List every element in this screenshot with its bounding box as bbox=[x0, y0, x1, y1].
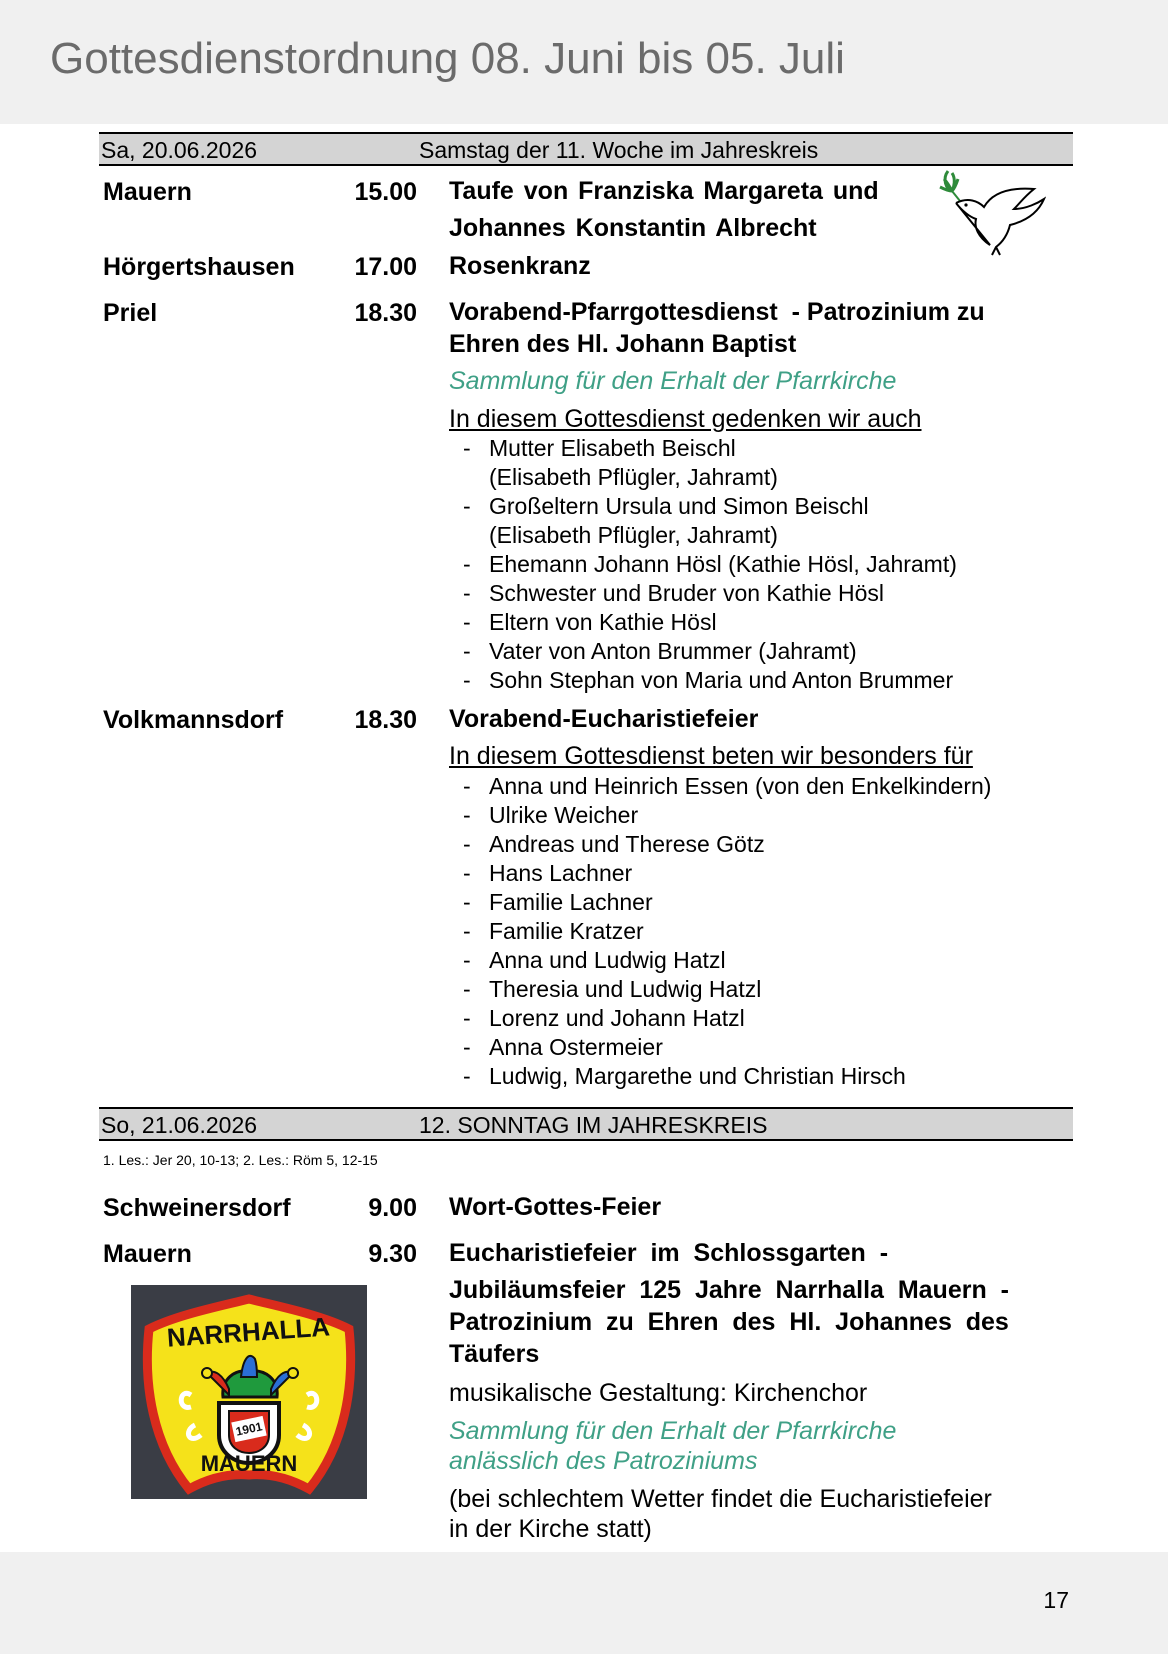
intentions-list bbox=[463, 434, 957, 695]
list-item: - Anna und Heinrich Essen (von den Enkelkindern) bbox=[463, 773, 992, 799]
service-title-line: Eucharistiefeier im Schlossgarten - bbox=[449, 1239, 889, 1267]
list-item: - Vater von Anton Brummer (Jahramt) bbox=[463, 638, 857, 664]
service-time: 18.30 bbox=[354, 706, 417, 734]
service-title: Vorabend-Eucharistiefeier bbox=[449, 705, 759, 733]
service-title bbox=[449, 296, 985, 360]
service-location: Mauern bbox=[103, 1240, 192, 1268]
service-time: 15.00 bbox=[354, 178, 417, 206]
weather-note: (bei schlechtem Wetter findet die Eucharistiefeier in der Kirche statt) bbox=[449, 1485, 992, 1543]
list-item: - Sohn Stephan von Maria und Anton Brummer bbox=[463, 667, 954, 693]
footer-bar bbox=[0, 1552, 1168, 1654]
dove-icon bbox=[934, 167, 1046, 257]
service-title-line: Patrozinium zu Ehren des Hl. Johannes des bbox=[449, 1308, 1009, 1336]
list-item: - Familie Lachner bbox=[463, 889, 653, 915]
list-item: - Schwester und Bruder von Kathie Hösl bbox=[463, 580, 885, 606]
service-time: 9.00 bbox=[368, 1194, 417, 1222]
day-header bbox=[99, 132, 1073, 166]
list-item: - Hans Lachner bbox=[463, 860, 633, 886]
list-item: - Ehemann Johann Hösl (Kathie Hösl, Jahramt) bbox=[463, 551, 957, 577]
narrhalla-logo bbox=[131, 1285, 367, 1499]
service-title-line: Johannes Konstantin Albrecht bbox=[449, 214, 817, 242]
list-item: - Familie Kratzer bbox=[463, 918, 644, 944]
logo-text-top: NARRHALLA bbox=[165, 1311, 331, 1353]
collection-note: Sammlung für den Erhalt der Pfarrkirche bbox=[449, 367, 897, 395]
service-location: Priel bbox=[103, 299, 158, 327]
day-date: Sa, 20.06.2026 bbox=[101, 137, 258, 163]
logo-text-bottom: MAUERN bbox=[200, 1451, 298, 1476]
list-item: - Anna Ostermeier bbox=[463, 1034, 663, 1060]
list-item: - Großeltern Ursula und Simon Beischl (Elisabeth Pflügler, Jahramt) bbox=[463, 493, 869, 548]
logo-year: 1901 bbox=[234, 1419, 264, 1439]
day-header bbox=[99, 1107, 1073, 1141]
list-item: - Anna und Ludwig Hatzl bbox=[463, 947, 726, 973]
day-name: Samstag der 11. Woche im Jahreskreis bbox=[419, 137, 819, 163]
list-item: - Andreas und Therese Götz bbox=[463, 831, 765, 857]
service-title: Rosenkranz bbox=[449, 252, 591, 280]
service-location: Hörgertshausen bbox=[103, 253, 295, 281]
service-title-line: Vorabend-Pfarrgottesdienst - Patrozinium zu bbox=[449, 298, 985, 326]
service-location: Schweinersdorf bbox=[103, 1194, 291, 1222]
collection-note: Sammlung für den Erhalt der Pfarrkirche anlässlich des Patroziniums bbox=[449, 1417, 897, 1475]
service-title-line: Jubiläumsfeier 125 Jahre Narrhalla Mauern - bbox=[449, 1276, 1009, 1304]
intentions-intro: In diesem Gottesdienst beten wir besonders für bbox=[449, 742, 973, 770]
service-time: 17.00 bbox=[354, 253, 417, 281]
page-title: Gottesdienstordnung 08. Juni bis 05. Juli bbox=[50, 34, 845, 83]
list-item: - Mutter Elisabeth Beischl (Elisabeth Pflügler, Jahramt) bbox=[463, 435, 778, 490]
service-title-line: Taufe von Franziska Margareta und bbox=[449, 177, 879, 205]
intentions-list bbox=[463, 772, 991, 1091]
readings: 1. Les.: Jer 20, 10-13; 2. Les.: Röm 5, 12-15 bbox=[103, 1152, 378, 1168]
service-location: Volkmannsdorf bbox=[103, 706, 284, 734]
service-location: Mauern bbox=[103, 178, 192, 206]
service-title bbox=[449, 1237, 1009, 1370]
music-note: musikalische Gestaltung: Kirchenchor bbox=[449, 1379, 868, 1407]
list-item: - Ludwig, Margarethe und Christian Hirsch bbox=[463, 1063, 906, 1089]
service-time: 18.30 bbox=[354, 299, 417, 327]
service-time: 9.30 bbox=[368, 1240, 417, 1268]
service-title-line: Täufers bbox=[449, 1340, 540, 1368]
day-name: 12. SONNTAG IM JAHRESKREIS bbox=[419, 1112, 768, 1138]
intentions-intro: In diesem Gottesdienst gedenken wir auch bbox=[449, 405, 922, 433]
service-title bbox=[449, 175, 879, 244]
service-title: Wort-Gottes-Feier bbox=[449, 1193, 662, 1221]
service-title-line: Ehren des Hl. Johann Baptist bbox=[449, 330, 797, 358]
list-item: - Eltern von Kathie Hösl bbox=[463, 609, 717, 635]
list-item: - Lorenz und Johann Hatzl bbox=[463, 1005, 745, 1031]
page-number: 17 bbox=[1043, 1587, 1069, 1613]
list-item: - Theresia und Ludwig Hatzl bbox=[463, 976, 762, 1002]
list-item: - Ulrike Weicher bbox=[463, 802, 639, 828]
day-date: So, 21.06.2026 bbox=[101, 1112, 258, 1138]
